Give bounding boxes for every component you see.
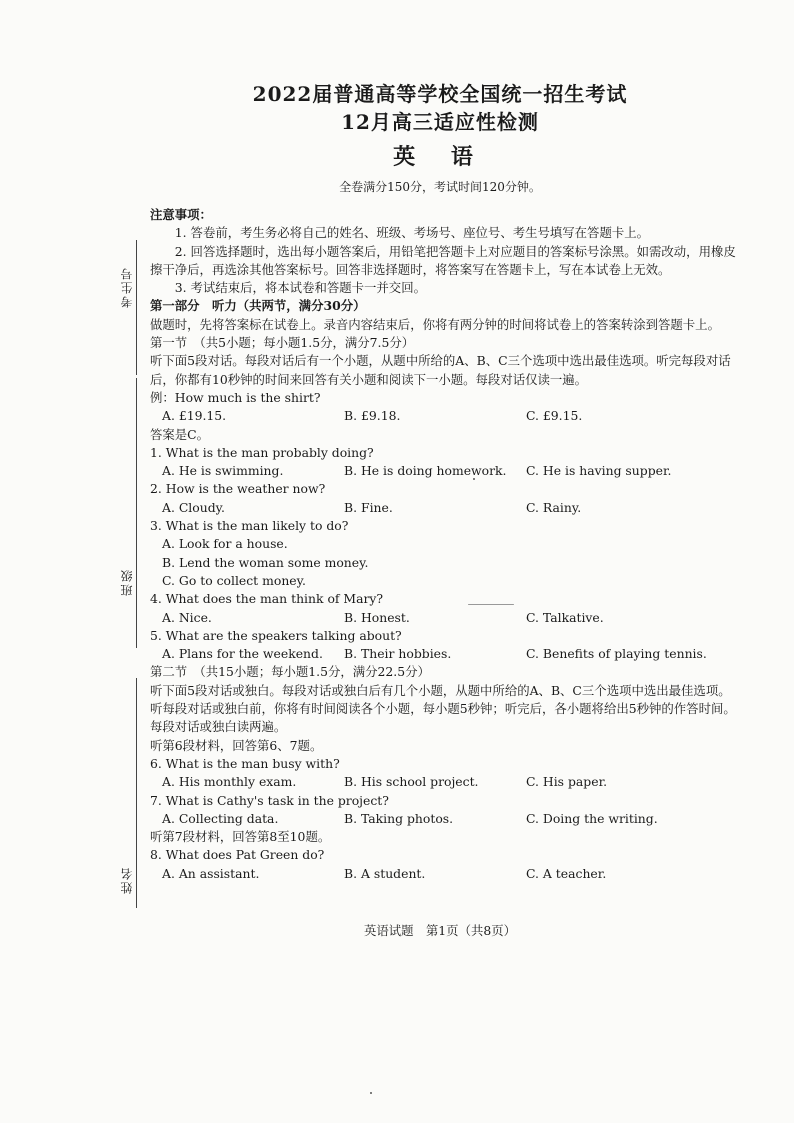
section1-heading: 第一节 （共5小题；每小题1.5分，满分7.5分） <box>150 335 415 351</box>
option-b: B. Taking photos. <box>344 810 454 826</box>
option-b: B. Fine. <box>344 499 393 515</box>
option-a: A. £19.15. <box>162 408 227 424</box>
margin-divider <box>136 378 137 648</box>
option-a: A. His monthly exam. <box>162 774 297 790</box>
question-3: 3. What is the man likely to do? <box>150 518 349 534</box>
option-a: A. Look for a house. <box>162 536 288 552</box>
question-5: 5. What are the speakers talking about? <box>150 627 402 643</box>
option-c: C. Talkative. <box>526 609 604 625</box>
exam-subtitle: 12月高三适应性检测 <box>341 110 539 134</box>
question-2-options <box>150 499 740 517</box>
question-8: 8. What does Pat Green do? <box>150 847 325 863</box>
name-label: 姓名 <box>120 866 134 894</box>
exam-content <box>150 206 740 883</box>
example-answer: 答案是C。 <box>150 426 210 442</box>
option-c: C. £9.15. <box>526 408 583 424</box>
question-8-options <box>150 865 740 883</box>
scan-speck <box>468 604 514 605</box>
option-c: C. Benefits of playing tennis. <box>526 646 707 662</box>
exam-number-label: 考生号 <box>120 266 134 308</box>
material-6-note: 听第6段材料，回答第6、7题。 <box>150 737 323 753</box>
option-c: C. Rainy. <box>526 499 582 515</box>
option-b: B. He is doing homework. <box>344 463 507 479</box>
example-question: 例：How much is the shirt? <box>150 389 321 405</box>
section1-instructions: 听下面5段对话。每段对话后有一个小题，从题中所给的A、B、C三个选项中选出最佳选项。听完每段对话后，你都有10秒钟的时间来回答有关小题和阅读下一小题。每段对话仅读一遍。 <box>150 353 731 387</box>
section2-instructions: 听下面5段对话或独白。每段对话或独白后有几个小题，从题中所给的A、B、C三个选项中选出最佳选项。听每段对话或独白前，你将有时间阅读各个小题，每小题5秒钟；听完后，各小题将给出5秒钟的作答时间。每段对话或独白读两遍。 <box>150 682 736 735</box>
option-a: A. Cloudy. <box>162 499 225 515</box>
option-a: A. An assistant. <box>162 865 260 881</box>
margin-divider <box>136 240 137 375</box>
margin-divider <box>136 678 137 908</box>
score-info: 全卷满分150分，考试时间120分钟。 <box>339 180 541 194</box>
section2-heading: 第二节 （共15小题；每小题1.5分，满分22.5分） <box>150 664 430 680</box>
question-4-options <box>150 609 740 627</box>
option-a: A. Plans for the weekend. <box>162 646 323 662</box>
option-c: C. Doing the writing. <box>526 810 658 826</box>
question-4: 4. What does the man think of Mary? <box>150 591 384 607</box>
option-a: A. He is swimming. <box>162 463 284 479</box>
question-2: 2. How is the weather now? <box>150 481 326 497</box>
option-b: B. Lend the woman some money. <box>162 554 369 570</box>
question-1-options <box>150 462 740 480</box>
option-c: C. His paper. <box>526 774 608 790</box>
note-item: 1. 答卷前，考生务必将自己的姓名、班级、考场号、座位号、考生号填写在答题卡上。 <box>174 225 650 241</box>
option-b: B. Their hobbies. <box>344 646 452 662</box>
option-b: B. A student. <box>344 865 426 881</box>
option-c: C. A teacher. <box>526 865 607 881</box>
note-item: 3. 考试结束后，将本试卷和答题卡一并交回。 <box>174 280 426 296</box>
notes-heading: 注意事项： <box>150 207 212 222</box>
question-6: 6. What is the man busy with? <box>150 755 340 771</box>
option-b: B. £9.18. <box>344 408 401 424</box>
question-1: 1. What is the man probably doing? <box>150 444 374 460</box>
question-5-options <box>150 645 740 663</box>
part1-intro: 做题时，先将答案标在试卷上。录音内容结束后，你将有两分钟的时间将试卷上的答案转涂到答题卡上。 <box>150 316 720 332</box>
question-6-options <box>150 773 740 791</box>
option-c: C. He is having supper. <box>526 463 672 479</box>
page-footer: 英语试题 第1页（共8页） <box>363 923 517 938</box>
material-7-note: 听第7段材料，回答第8至10题。 <box>150 829 331 845</box>
option-a: A. Nice. <box>162 609 212 625</box>
option-c: C. Go to collect money. <box>162 572 306 588</box>
exam-title: 2022届普通高等学校全国统一招生考试 <box>252 82 628 106</box>
part1-heading: 第一部分 听力（共两节，满分30分） <box>150 298 366 314</box>
option-a: A. Collecting data. <box>162 810 279 826</box>
note-item: 2. 回答选择题时，选出每小题答案后，用铅笔把答题卡上对应题目的答案标号涂黑。如需改动，用橡皮擦干净后，再选涂其他答案标号。回答非选择题时，将答案写在答题卡上，写在本试卷上无效。 <box>150 243 736 277</box>
scan-speck <box>370 1092 372 1094</box>
scan-speck <box>473 478 475 480</box>
question-7: 7. What is Cathy's task in the project? <box>150 792 389 808</box>
option-b: B. Honest. <box>344 609 410 625</box>
option-b: B. His school project. <box>344 774 479 790</box>
class-label: 班级 <box>120 568 134 596</box>
subject-title: 英 语 <box>393 144 487 170</box>
question-7-options <box>150 810 740 828</box>
example-options <box>150 407 740 425</box>
